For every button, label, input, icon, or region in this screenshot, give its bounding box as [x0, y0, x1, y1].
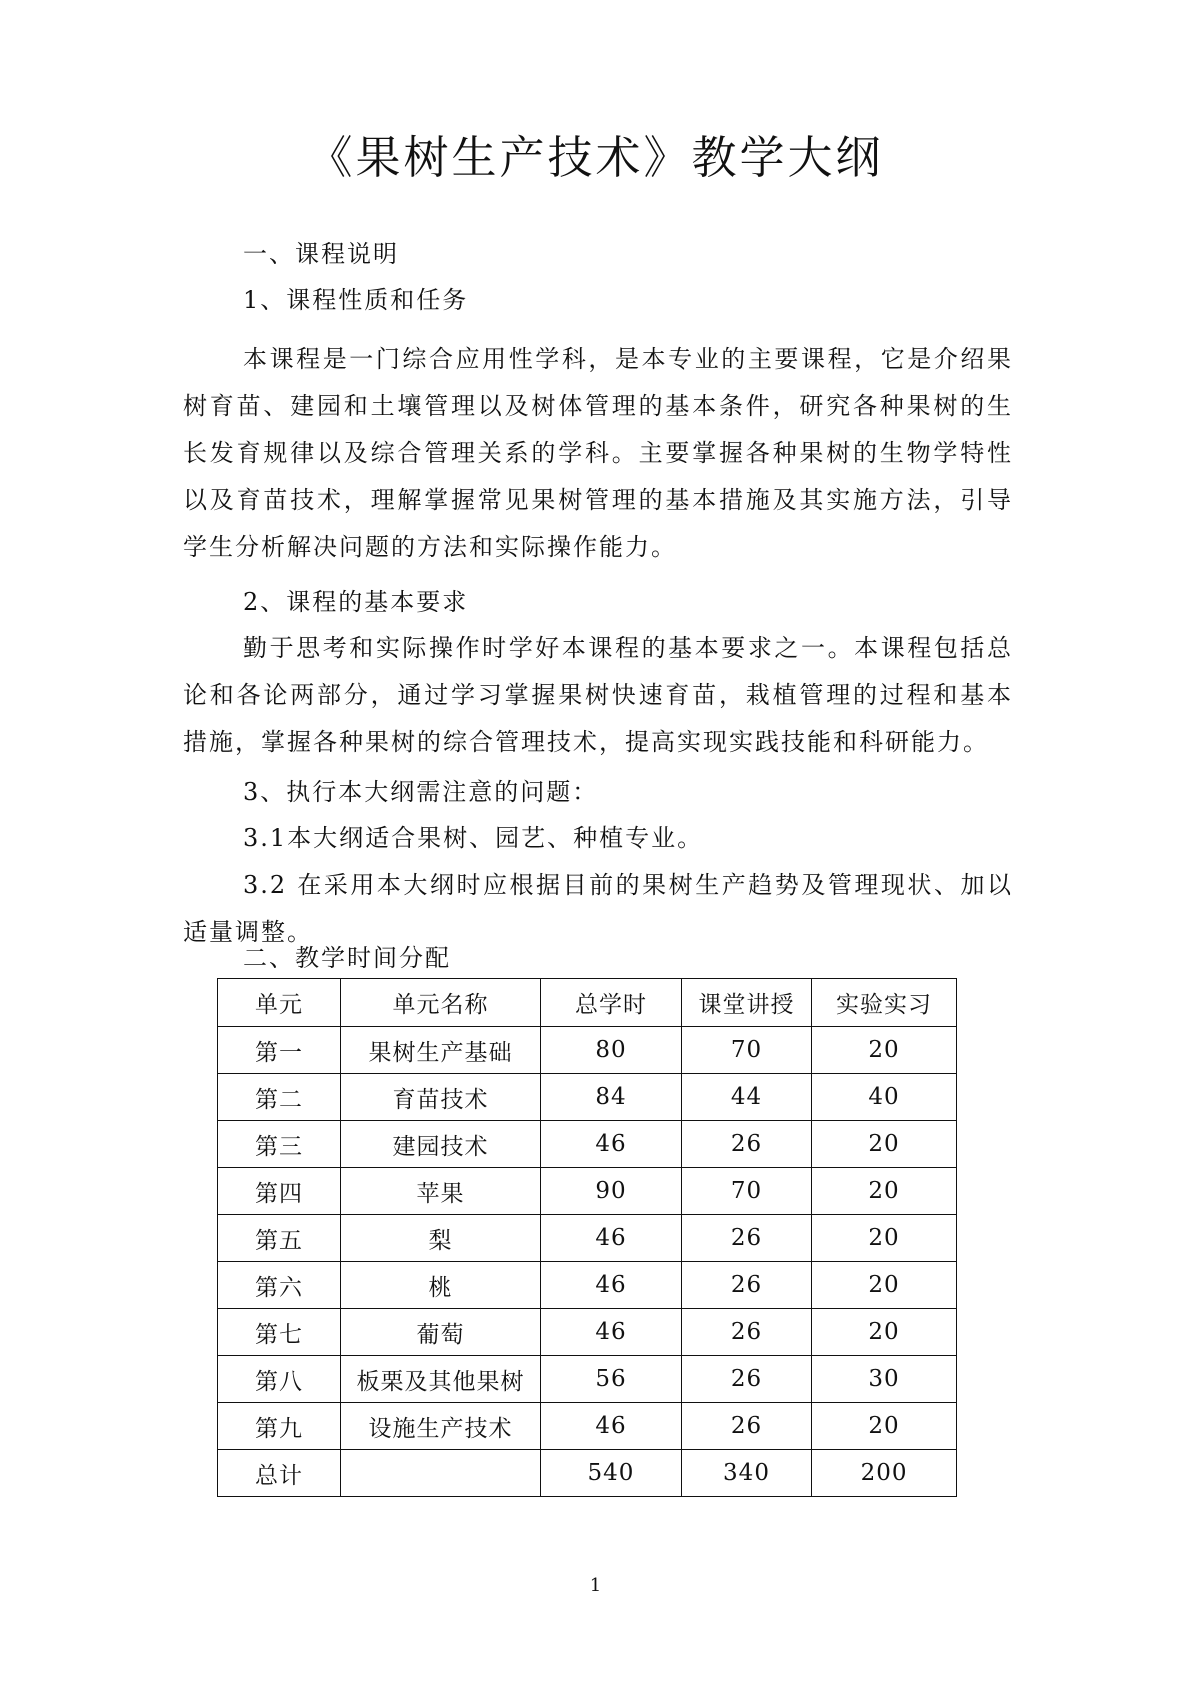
cell-total: 56: [540, 1356, 681, 1403]
cell-practice: 40: [812, 1074, 957, 1121]
cell-practice: 20: [812, 1403, 957, 1450]
cell-lecture: 26: [681, 1121, 811, 1168]
subsection-heading-notes: 3、执行本大纲需注意的问题：: [243, 778, 599, 806]
subsection-heading-nature-tasks: 1、课程性质和任务: [243, 286, 469, 314]
cell-lecture: 26: [681, 1403, 811, 1450]
cell-lecture: 26: [681, 1215, 811, 1262]
cell-unit-name: 建园技术: [340, 1121, 540, 1168]
cell-unit-name: [340, 1450, 540, 1497]
header-lecture-hours: 课堂讲授: [681, 979, 811, 1027]
cell-lecture: 44: [681, 1074, 811, 1121]
table-row: [218, 1027, 957, 1074]
cell-unit: 第九: [218, 1403, 341, 1450]
table-row: [218, 1403, 957, 1450]
note-3-2: 3.2 在采用本大纲时应根据目前的果树生产趋势及管理现状、加以适量调整。: [183, 871, 1013, 946]
cell-unit: 第三: [218, 1121, 341, 1168]
cell-lecture: 26: [681, 1309, 811, 1356]
table-row: [218, 1074, 957, 1121]
cell-unit-name: 育苗技术: [340, 1074, 540, 1121]
header-unit: 单元: [218, 979, 341, 1027]
table-header-row: [218, 979, 957, 1027]
cell-lecture: 26: [681, 1356, 811, 1403]
section-heading-course-description: 一、课程说明: [243, 240, 399, 268]
table-row-total: [218, 1450, 957, 1497]
cell-unit-name: 果树生产基础: [340, 1027, 540, 1074]
table-row: [218, 1215, 957, 1262]
table-row: [218, 1168, 957, 1215]
table-row: [218, 1121, 957, 1168]
cell-practice: 30: [812, 1356, 957, 1403]
time-allocation-table: [217, 978, 957, 1497]
cell-unit-name: 板栗及其他果树: [340, 1356, 540, 1403]
subsection-heading-basic-requirements: 2、课程的基本要求: [243, 588, 469, 616]
cell-unit-name: 葡萄: [340, 1309, 540, 1356]
cell-practice: 20: [812, 1215, 957, 1262]
cell-unit: 第五: [218, 1215, 341, 1262]
document-title: 《果树生产技术》教学大纲: [307, 131, 884, 184]
header-total-hours: 总学时: [540, 979, 681, 1027]
cell-total: 46: [540, 1403, 681, 1450]
cell-lecture: 26: [681, 1262, 811, 1309]
cell-total: 84: [540, 1074, 681, 1121]
cell-total: 46: [540, 1215, 681, 1262]
cell-unit-name: 梨: [340, 1215, 540, 1262]
cell-unit: 第八: [218, 1356, 341, 1403]
cell-unit-name: 苹果: [340, 1168, 540, 1215]
table-row: [218, 1356, 957, 1403]
cell-lecture: 70: [681, 1168, 811, 1215]
cell-total: 540: [540, 1450, 681, 1497]
header-practice-hours: 实验实习: [812, 979, 957, 1027]
cell-total: 46: [540, 1309, 681, 1356]
page-number: 1: [589, 1575, 602, 1596]
cell-unit-name: 设施生产技术: [340, 1403, 540, 1450]
note-3-1: 3.1本大纲适合果树、园艺、种植专业。: [243, 824, 704, 852]
table-row: [218, 1309, 957, 1356]
cell-total: 46: [540, 1262, 681, 1309]
cell-lecture: 340: [681, 1450, 811, 1497]
cell-total: 80: [540, 1027, 681, 1074]
paragraph-nature-tasks: 本课程是一门综合应用性学科，是本专业的主要课程，它是介绍果树育苗、建园和土壤管理以及树体管理的基本条件，研究各种果树的生长发育规律以及综合管理关系的学科。主要掌握各种果树的生物学特性以及育苗技术，理解掌握常见果树管理的基本措施及其实施方法，引导学生分析解决问题的方法和实际操作能力。: [183, 345, 1013, 561]
cell-unit: 第七: [218, 1309, 341, 1356]
cell-total: 46: [540, 1121, 681, 1168]
cell-practice: 20: [812, 1309, 957, 1356]
header-unit-name: 单元名称: [340, 979, 540, 1027]
paragraph-basic-requirements: 勤于思考和实际操作时学好本课程的基本要求之一。本课程包括总论和各论两部分，通过学习掌握果树快速育苗，栽植管理的过程和基本措施，掌握各种果树的综合管理技术，提高实现实践技能和科研能力。: [183, 634, 1013, 756]
cell-practice: 20: [812, 1262, 957, 1309]
cell-unit: 总计: [218, 1450, 341, 1497]
cell-total: 90: [540, 1168, 681, 1215]
cell-practice: 20: [812, 1168, 957, 1215]
cell-practice: 200: [812, 1450, 957, 1497]
table-row: [218, 1262, 957, 1309]
section-heading-time-allocation: 二、教学时间分配: [243, 944, 451, 972]
cell-unit: 第一: [218, 1027, 341, 1074]
cell-lecture: 70: [681, 1027, 811, 1074]
cell-unit: 第二: [218, 1074, 341, 1121]
cell-unit: 第六: [218, 1262, 341, 1309]
cell-practice: 20: [812, 1027, 957, 1074]
cell-unit: 第四: [218, 1168, 341, 1215]
cell-practice: 20: [812, 1121, 957, 1168]
cell-unit-name: 桃: [340, 1262, 540, 1309]
